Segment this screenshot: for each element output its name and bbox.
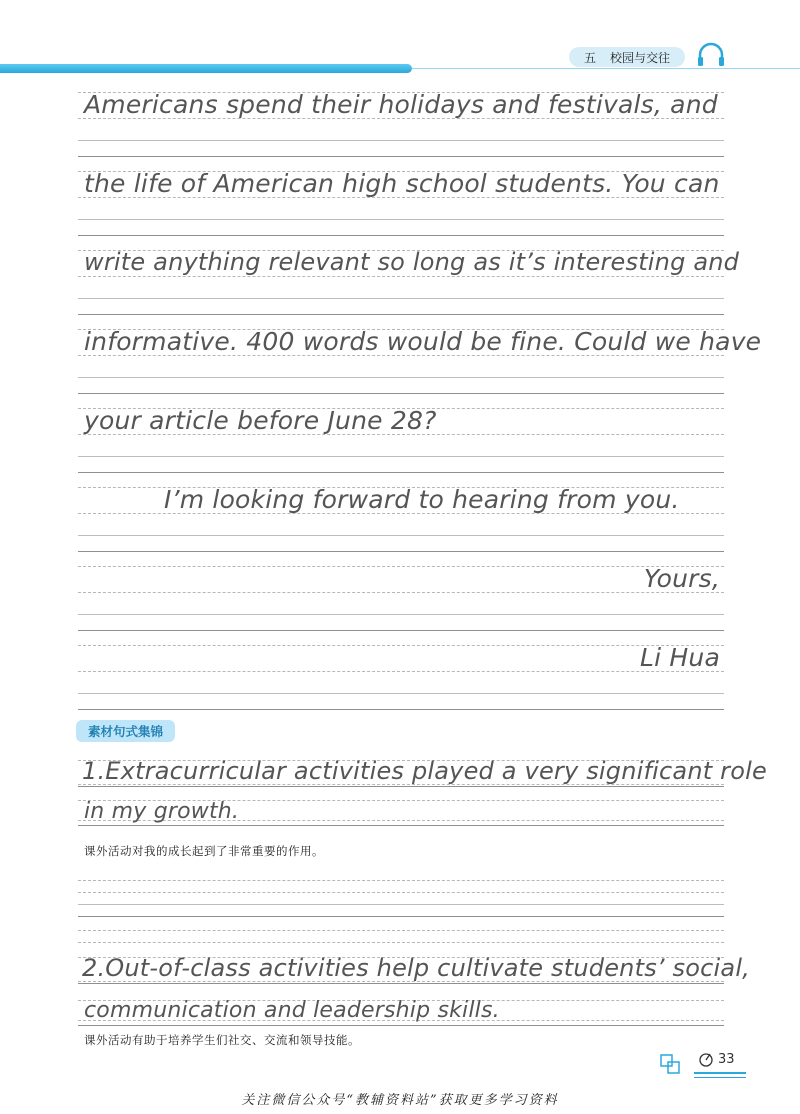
material-sentence: 1.Extracurricular activities played a very significant role: [82, 757, 767, 785]
letter-line: informative. 400 words would be fine. Could we have: [84, 327, 762, 356]
page-number-underline: [694, 1072, 746, 1074]
chapter-number: 五: [583, 50, 596, 65]
clock-icon: [698, 1050, 714, 1068]
chapter-badge: [569, 47, 685, 67]
letter-line: the life of American high school students. You can: [84, 169, 720, 198]
header-accent-bar: [0, 64, 412, 73]
footer-note: 关注微信公众号“教辅资料站”获取更多学习资料: [241, 1093, 559, 1108]
letter-line: Americans spend their holidays and festivals, and: [84, 90, 718, 119]
material-translation: 课外活动有助于培养学生们社交、交流和领导技能。: [84, 1033, 360, 1047]
section-tag: 素材句式集锦: [76, 720, 175, 742]
header-rule: [412, 68, 800, 69]
material-sentence: in my growth.: [84, 799, 240, 824]
material-translation: 课外活动对我的成长起到了非常重要的作用。: [84, 844, 324, 858]
page-header: [0, 0, 800, 80]
chapter-title: 校园与交往: [610, 50, 671, 65]
material-sentence: communication and leadership skills.: [84, 998, 500, 1023]
letter-line: your article before June 28?: [84, 406, 437, 435]
overlapping-squares-icon: [660, 1054, 682, 1076]
letter-signoff: Yours,: [643, 564, 720, 593]
material-sentence: 2.Out-of-class activities help cultivate students’ social,: [82, 954, 751, 982]
page-number-underline: [694, 1077, 746, 1078]
letter-closing: I’m looking forward to hearing from you.: [164, 485, 680, 514]
headphone-icon: [696, 42, 726, 68]
letter-line: write anything relevant so long as it’s interesting and: [84, 248, 740, 276]
letter-signature: Li Hua: [640, 643, 720, 672]
page-number: 33: [718, 1052, 735, 1067]
